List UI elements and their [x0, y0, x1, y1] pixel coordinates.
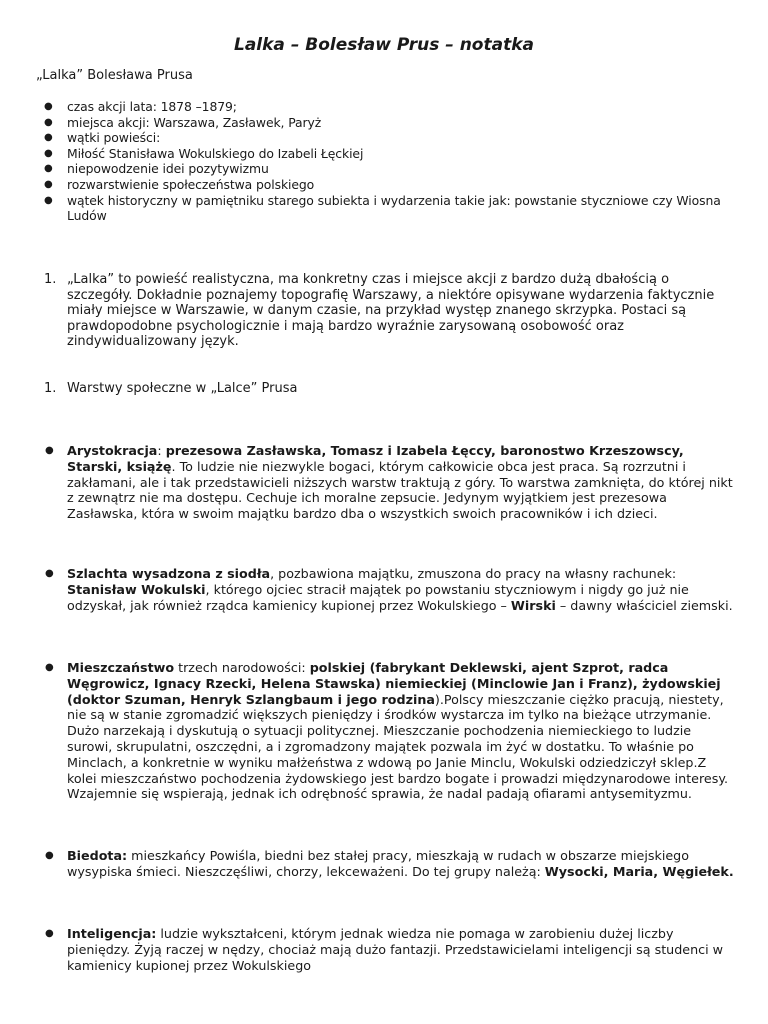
- class-paragraph: Inteligencja: ludzie wykształceni, którym jednak wiedza nie pomaga w zarobieniu dużej liczby pieniędzy. Żyją raczej w nędzy, chociaż mają dużo fantazji. Przedstawicielami inteligencji są studenci w kamienicy kupionej przez Wokulskiego: [67, 926, 724, 973]
- numbered-item-social-layers: [44, 381, 724, 397]
- item-text: „Lalka” to powieść realistyczna, ma konkretny czas i miejsce akcji z bardzo dużą dbałością o szczegóły. Dokładnie poznajemy topografię Warszawy, a niektóre opisywane wydarzenia faktycznie miały miejsce w Warszawie, w danym czasie, na przykład występ znanego skrzypka. Postaci są prawdopodobne psychologicznie i mają bardzo wyraźnie zarysowaną osobowość oraz zindywidualizowany język.: [67, 272, 715, 349]
- item-text: Warstwy społeczne w „Lalce” Prusa: [67, 381, 298, 396]
- item-number: 1.: [44, 272, 57, 287]
- class-arystokracja: [45, 443, 735, 522]
- bullet-icon: ●: [45, 928, 54, 939]
- class-members: Stanisław Wokulski: [67, 581, 206, 597]
- list-item: ● rozwarstwienie społeczeństwa polskiego: [44, 177, 734, 193]
- class-szlachta: [45, 566, 735, 613]
- class-members: polskiej (fabrykant Deklewski, ajent Szprot, radca Węgrowicz, Ignacy Rzecki, Helena Stawska) niemieckiej (Minclowie Jan i Franz), żydowskiej (doktor Szuman, Henryk Szlangbaum i jego rodzina: [67, 660, 721, 707]
- class-members: prezesowa Zasławska, Tomasz i Izabela Łęccy, baronostwo Krzeszowscy, Starski, książę: [67, 443, 684, 474]
- list-item: ● niepowodzenie idei pozytywizmu: [44, 161, 734, 177]
- class-name: Szlachta wysadzona z siodła: [67, 566, 271, 581]
- document-title: Lalka – Bolesław Prus – notatka: [234, 35, 534, 55]
- class-mieszczanstwo: [45, 660, 735, 802]
- class-members: Wirski: [510, 597, 556, 613]
- item-number: 1.: [44, 381, 57, 396]
- list-item: ● miejsca akcji: Warszawa, Zasławek, Paryż: [44, 115, 734, 131]
- intro-line: „Lalka” Bolesława Prusa: [36, 68, 193, 83]
- class-members: Wysocki, Maria, Węgiełek.: [544, 863, 734, 879]
- list-item: ● Miłość Stanisława Wokulskiego do Izabeli Łęckiej: [44, 146, 734, 162]
- class-name: Inteligencja:: [67, 926, 157, 941]
- class-name: Mieszczaństwo: [67, 660, 175, 675]
- bullet-icon: ●: [45, 568, 54, 579]
- class-inteligencja: [45, 926, 735, 973]
- class-name: Biedota:: [67, 848, 128, 863]
- bullet-icon: ●: [45, 445, 54, 456]
- overview-list: [44, 99, 734, 224]
- class-paragraph: Arystokracja: prezesowa Zasławska, Tomasz i Izabela Łęccy, baronostwo Krzeszowscy, Starski, książę. To ludzie nie niezwykle bogaci, którym całkowicie obca jest praca. Są rozrzutni i zakłamani, ale i tak przedstawicieli niższych warstw traktują z góry. To warstwa zamknięta, do której nikt z zewnątrz nie ma dostępu. Cechuje ich moralne zepsucie. Jedynym wyjątkiem jest prezesowa Zasławska, która w swoim majątku bardzo dba o wszystkich swoich pracowników i ich dzieci.: [67, 443, 733, 522]
- class-paragraph: Szlachta wysadzona z siodła, pozbawiona majątku, zmuszona do pracy na własny rachunek: Stanisław Wokulski, którego ojciec stracił majątek po powstaniu styczniowym i nigdy go już nie odzyskał, jak również rządca kamienicy kupionej przez Wokulskiego – Wirski – dawny właściciel ziemski.: [67, 566, 733, 613]
- class-paragraph: Mieszczaństwo trzech narodowości: polskiej (fabrykant Deklewski, ajent Szprot, radca Węgrowicz, Ignacy Rzecki, Helena Stawska) niemieckiej (Minclowie Jan i Franz), żydowskiej (doktor Szuman, Henryk Szlangbaum i jego rodzina).Polscy mieszczanie ciężko pracują, niestety, nie są w stanie zgromadzić większych pieniędzy i środków wystarcza im tylko na bieżące utrzymanie. Dużo narzekają i dyskutują o sytuacji politycznej. Mieszczanie pochodzenia niemieckiego to ludzie surowi, skrupulatni, oszczędni, a i zgromadzony majątek pozwala im żyć w dostatku. To właśnie po Minclach, a konkretnie w wyniku małżeństwa z wdową po Janie Minclu, Wokulski odziedziczył sklep.Z kolei mieszczaństwo pochodzenia żydowskiego jest bardzo bogate i prowadzi międzynarodowe interesy. Wzajemnie się wspierają, jednak ich odrębność sprawia, że nadal padają ofiarami antysemityzmu.: [67, 660, 729, 802]
- class-biedota: [45, 848, 735, 880]
- list-item: ● czas akcji lata: 1878 –1879;: [44, 99, 734, 115]
- class-name: Arystokracja: [67, 443, 158, 458]
- list-item: ● wątki powieści:: [44, 130, 734, 146]
- class-paragraph: Biedota: mieszkańcy Powiśla, biedni bez stałej pracy, mieszkają w rudach w obszarze miejskiego wysypiska śmieci. Nieszczęśliwi, chorzy, lekceważeni. Do tej grupy należą: Wysocki, Maria, Węgiełek.: [67, 848, 734, 879]
- list-item: ● wątek historyczny w pamiętniku starego subiekta i wydarzenia takie jak: powstanie styczniowe czy Wiosna Ludów: [44, 193, 734, 224]
- bullet-icon: ●: [45, 662, 54, 673]
- numbered-item-realism: [44, 272, 724, 350]
- bullet-icon: ●: [45, 850, 54, 861]
